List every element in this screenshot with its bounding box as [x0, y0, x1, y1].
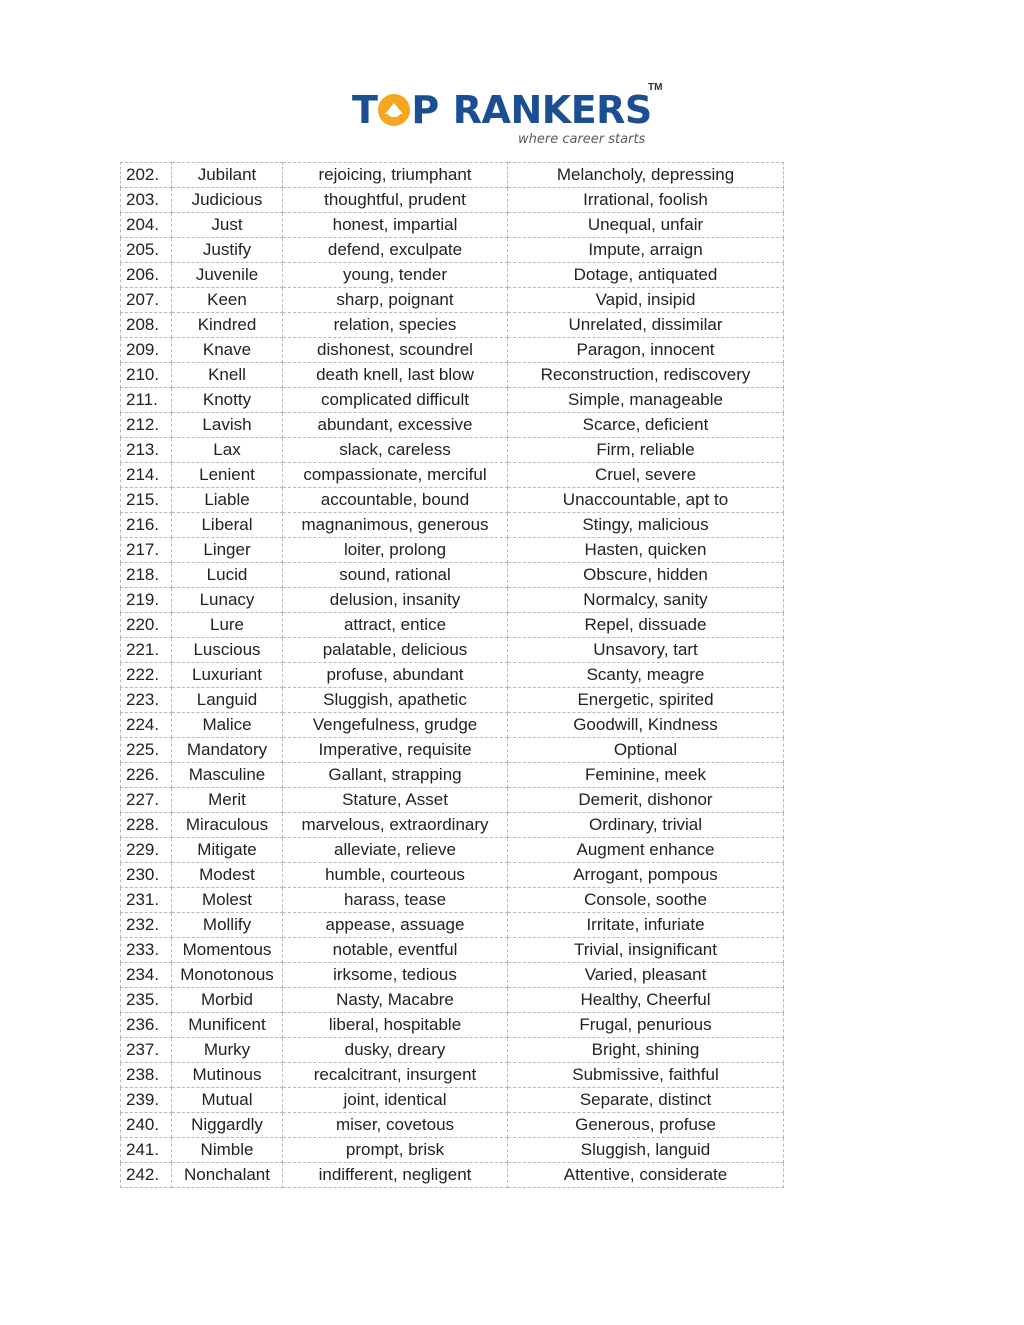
- synonyms-cell: attract, entice: [283, 613, 508, 638]
- antonyms-cell: Hasten, quicken: [508, 538, 784, 563]
- row-number: 206.: [121, 263, 172, 288]
- word-cell: Mutual: [172, 1088, 283, 1113]
- row-number: 240.: [121, 1113, 172, 1138]
- antonyms-cell: Bright, shining: [508, 1038, 784, 1063]
- antonyms-cell: Console, soothe: [508, 888, 784, 913]
- word-cell: Luxuriant: [172, 663, 283, 688]
- row-number: 215.: [121, 488, 172, 513]
- synonyms-cell: thoughtful, prudent: [283, 188, 508, 213]
- table-row: [121, 763, 784, 788]
- row-number: 236.: [121, 1013, 172, 1038]
- table-row: [121, 613, 784, 638]
- synonyms-cell: Nasty, Macabre: [283, 988, 508, 1013]
- table-row: [121, 1138, 784, 1163]
- table-row: [121, 1038, 784, 1063]
- antonyms-cell: Attentive, considerate: [508, 1163, 784, 1188]
- antonyms-cell: Simple, manageable: [508, 388, 784, 413]
- antonyms-cell: Sluggish, languid: [508, 1138, 784, 1163]
- row-number: 216.: [121, 513, 172, 538]
- table-row: [121, 488, 784, 513]
- row-number: 214.: [121, 463, 172, 488]
- word-cell: Luscious: [172, 638, 283, 663]
- synonyms-cell: profuse, abundant: [283, 663, 508, 688]
- toprankers-logo: [352, 80, 672, 152]
- word-cell: Lunacy: [172, 588, 283, 613]
- synonyms-cell: Sluggish, apathetic: [283, 688, 508, 713]
- table-row: [121, 463, 784, 488]
- word-cell: Kindred: [172, 313, 283, 338]
- row-number: 238.: [121, 1063, 172, 1088]
- antonyms-cell: Cruel, severe: [508, 463, 784, 488]
- row-number: 239.: [121, 1088, 172, 1113]
- table-row: [121, 213, 784, 238]
- row-number: 226.: [121, 763, 172, 788]
- row-number: 227.: [121, 788, 172, 813]
- table-row: [121, 1013, 784, 1038]
- row-number: 213.: [121, 438, 172, 463]
- synonyms-cell: dusky, dreary: [283, 1038, 508, 1063]
- word-cell: Nonchalant: [172, 1163, 283, 1188]
- table-row: [121, 588, 784, 613]
- word-cell: Mitigate: [172, 838, 283, 863]
- row-number: 209.: [121, 338, 172, 363]
- word-cell: Mollify: [172, 913, 283, 938]
- logo-text-t: T: [352, 88, 378, 132]
- synonyms-cell: slack, careless: [283, 438, 508, 463]
- synonyms-cell: liberal, hospitable: [283, 1013, 508, 1038]
- table-row: [121, 788, 784, 813]
- word-cell: Languid: [172, 688, 283, 713]
- table-row: [121, 863, 784, 888]
- synonyms-cell: death knell, last blow: [283, 363, 508, 388]
- word-cell: Molest: [172, 888, 283, 913]
- antonyms-cell: Feminine, meek: [508, 763, 784, 788]
- table-row: [121, 913, 784, 938]
- antonyms-cell: Demerit, dishonor: [508, 788, 784, 813]
- table-row: [121, 363, 784, 388]
- row-number: 218.: [121, 563, 172, 588]
- antonyms-cell: Unaccountable, apt to: [508, 488, 784, 513]
- antonyms-cell: Vapid, insipid: [508, 288, 784, 313]
- table-row: [121, 163, 784, 188]
- table-row: [121, 388, 784, 413]
- antonyms-cell: Obscure, hidden: [508, 563, 784, 588]
- word-cell: Monotonous: [172, 963, 283, 988]
- antonyms-cell: Firm, reliable: [508, 438, 784, 463]
- synonyms-cell: prompt, brisk: [283, 1138, 508, 1163]
- synonyms-cell: Gallant, strapping: [283, 763, 508, 788]
- antonyms-cell: Paragon, innocent: [508, 338, 784, 363]
- word-cell: Lax: [172, 438, 283, 463]
- vocabulary-table: [120, 162, 784, 1188]
- row-number: 235.: [121, 988, 172, 1013]
- table-row: [121, 313, 784, 338]
- table-row: [121, 838, 784, 863]
- table-row: [121, 713, 784, 738]
- word-cell: Judicious: [172, 188, 283, 213]
- synonyms-cell: Vengefulness, grudge: [283, 713, 508, 738]
- table-row: [121, 1163, 784, 1188]
- synonyms-cell: relation, species: [283, 313, 508, 338]
- table-row: [121, 1113, 784, 1138]
- antonyms-cell: Irritate, infuriate: [508, 913, 784, 938]
- table-row: [121, 963, 784, 988]
- word-cell: Keen: [172, 288, 283, 313]
- row-number: 229.: [121, 838, 172, 863]
- antonyms-cell: Energetic, spirited: [508, 688, 784, 713]
- synonyms-cell: Imperative, requisite: [283, 738, 508, 763]
- antonyms-cell: Reconstruction, rediscovery: [508, 363, 784, 388]
- word-cell: Modest: [172, 863, 283, 888]
- row-number: 222.: [121, 663, 172, 688]
- antonyms-cell: Goodwill, Kindness: [508, 713, 784, 738]
- row-number: 224.: [121, 713, 172, 738]
- word-cell: Nimble: [172, 1138, 283, 1163]
- logo-text-p: P: [411, 88, 439, 132]
- word-cell: Justify: [172, 238, 283, 263]
- table-row: [121, 1088, 784, 1113]
- word-cell: Niggardly: [172, 1113, 283, 1138]
- word-cell: Malice: [172, 713, 283, 738]
- antonyms-cell: Repel, dissuade: [508, 613, 784, 638]
- table-row: [121, 188, 784, 213]
- row-number: 230.: [121, 863, 172, 888]
- synonyms-cell: indifferent, negligent: [283, 1163, 508, 1188]
- antonyms-cell: Augment enhance: [508, 838, 784, 863]
- row-number: 220.: [121, 613, 172, 638]
- antonyms-cell: Trivial, insignificant: [508, 938, 784, 963]
- antonyms-cell: Generous, profuse: [508, 1113, 784, 1138]
- row-number: 202.: [121, 163, 172, 188]
- antonyms-cell: Irrational, foolish: [508, 188, 784, 213]
- word-cell: Jubilant: [172, 163, 283, 188]
- synonyms-cell: miser, covetous: [283, 1113, 508, 1138]
- row-number: 212.: [121, 413, 172, 438]
- logo-tagline: where career starts: [518, 132, 646, 147]
- antonyms-cell: Optional: [508, 738, 784, 763]
- row-number: 207.: [121, 288, 172, 313]
- row-number: 225.: [121, 738, 172, 763]
- antonyms-cell: Normalcy, sanity: [508, 588, 784, 613]
- row-number: 231.: [121, 888, 172, 913]
- table-row: [121, 513, 784, 538]
- row-number: 219.: [121, 588, 172, 613]
- antonyms-cell: Varied, pleasant: [508, 963, 784, 988]
- word-cell: Mutinous: [172, 1063, 283, 1088]
- row-number: 242.: [121, 1163, 172, 1188]
- synonyms-cell: irksome, tedious: [283, 963, 508, 988]
- antonyms-cell: Melancholy, depressing: [508, 163, 784, 188]
- word-cell: Merit: [172, 788, 283, 813]
- word-cell: Lavish: [172, 413, 283, 438]
- synonyms-cell: sharp, poignant: [283, 288, 508, 313]
- word-cell: Knell: [172, 363, 283, 388]
- word-cell: Mandatory: [172, 738, 283, 763]
- row-number: 233.: [121, 938, 172, 963]
- word-cell: Masculine: [172, 763, 283, 788]
- synonyms-cell: alleviate, relieve: [283, 838, 508, 863]
- table-row: [121, 638, 784, 663]
- table-row: [121, 338, 784, 363]
- row-number: 211.: [121, 388, 172, 413]
- antonyms-cell: Scarce, deficient: [508, 413, 784, 438]
- table-row: [121, 1063, 784, 1088]
- table-row: [121, 538, 784, 563]
- table-row: [121, 663, 784, 688]
- table-row: [121, 563, 784, 588]
- antonyms-cell: Separate, distinct: [508, 1088, 784, 1113]
- synonyms-cell: rejoicing, triumphant: [283, 163, 508, 188]
- word-cell: Just: [172, 213, 283, 238]
- row-number: 208.: [121, 313, 172, 338]
- synonyms-cell: abundant, excessive: [283, 413, 508, 438]
- synonyms-cell: joint, identical: [283, 1088, 508, 1113]
- word-cell: Knave: [172, 338, 283, 363]
- word-cell: Lure: [172, 613, 283, 638]
- synonyms-cell: compassionate, merciful: [283, 463, 508, 488]
- logo-wordmark: [352, 90, 652, 130]
- word-cell: Liberal: [172, 513, 283, 538]
- row-number: 221.: [121, 638, 172, 663]
- word-cell: Miraculous: [172, 813, 283, 838]
- word-cell: Momentous: [172, 938, 283, 963]
- row-number: 234.: [121, 963, 172, 988]
- row-number: 223.: [121, 688, 172, 713]
- row-number: 228.: [121, 813, 172, 838]
- row-number: 241.: [121, 1138, 172, 1163]
- table-row: [121, 688, 784, 713]
- table-row: [121, 438, 784, 463]
- antonyms-cell: Unequal, unfair: [508, 213, 784, 238]
- word-cell: Juvenile: [172, 263, 283, 288]
- row-number: 204.: [121, 213, 172, 238]
- table-row: [121, 988, 784, 1013]
- row-number: 205.: [121, 238, 172, 263]
- synonyms-cell: appease, assuage: [283, 913, 508, 938]
- table-row: [121, 263, 784, 288]
- logo-arrow-icon: [378, 94, 410, 126]
- antonyms-cell: Unsavory, tart: [508, 638, 784, 663]
- synonyms-cell: recalcitrant, insurgent: [283, 1063, 508, 1088]
- synonyms-cell: magnanimous, generous: [283, 513, 508, 538]
- table-row: [121, 238, 784, 263]
- table-row: [121, 288, 784, 313]
- word-cell: Murky: [172, 1038, 283, 1063]
- antonyms-cell: Scanty, meagre: [508, 663, 784, 688]
- row-number: 237.: [121, 1038, 172, 1063]
- word-cell: Lucid: [172, 563, 283, 588]
- synonyms-cell: sound, rational: [283, 563, 508, 588]
- synonyms-cell: humble, courteous: [283, 863, 508, 888]
- row-number: 203.: [121, 188, 172, 213]
- vocabulary-table-body: [121, 163, 784, 1188]
- antonyms-cell: Healthy, Cheerful: [508, 988, 784, 1013]
- table-row: [121, 888, 784, 913]
- word-cell: Morbid: [172, 988, 283, 1013]
- word-cell: Knotty: [172, 388, 283, 413]
- table-row: [121, 413, 784, 438]
- antonyms-cell: Unrelated, dissimilar: [508, 313, 784, 338]
- synonyms-cell: notable, eventful: [283, 938, 508, 963]
- synonyms-cell: young, tender: [283, 263, 508, 288]
- synonyms-cell: accountable, bound: [283, 488, 508, 513]
- antonyms-cell: Ordinary, trivial: [508, 813, 784, 838]
- row-number: 217.: [121, 538, 172, 563]
- synonyms-cell: complicated difficult: [283, 388, 508, 413]
- table-row: [121, 813, 784, 838]
- antonyms-cell: Arrogant, pompous: [508, 863, 784, 888]
- antonyms-cell: Dotage, antiquated: [508, 263, 784, 288]
- word-cell: Lenient: [172, 463, 283, 488]
- table-row: [121, 938, 784, 963]
- word-cell: Munificent: [172, 1013, 283, 1038]
- synonyms-cell: marvelous, extraordinary: [283, 813, 508, 838]
- synonyms-cell: defend, exculpate: [283, 238, 508, 263]
- synonyms-cell: delusion, insanity: [283, 588, 508, 613]
- synonyms-cell: loiter, prolong: [283, 538, 508, 563]
- table-row: [121, 738, 784, 763]
- row-number: 232.: [121, 913, 172, 938]
- synonyms-cell: palatable, delicious: [283, 638, 508, 663]
- antonyms-cell: Impute, arraign: [508, 238, 784, 263]
- synonyms-cell: dishonest, scoundrel: [283, 338, 508, 363]
- word-cell: Liable: [172, 488, 283, 513]
- antonyms-cell: Submissive, faithful: [508, 1063, 784, 1088]
- antonyms-cell: Stingy, malicious: [508, 513, 784, 538]
- logo-text-rankers: RANKERS: [452, 88, 652, 132]
- synonyms-cell: honest, impartial: [283, 213, 508, 238]
- antonyms-cell: Frugal, penurious: [508, 1013, 784, 1038]
- synonyms-cell: harass, tease: [283, 888, 508, 913]
- logo-trademark: TM: [648, 82, 663, 93]
- word-cell: Linger: [172, 538, 283, 563]
- synonyms-cell: Stature, Asset: [283, 788, 508, 813]
- row-number: 210.: [121, 363, 172, 388]
